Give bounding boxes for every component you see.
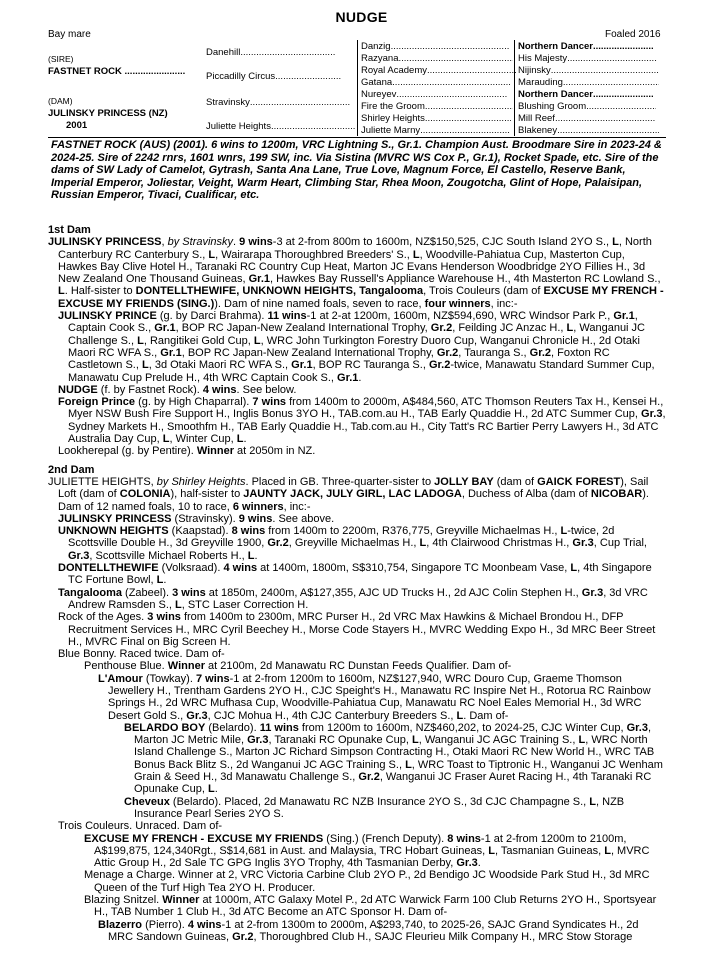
pedigree-gen3-item: Juliette Marny..... bbox=[361, 125, 510, 136]
entry-julinsky-prince: JULINSKY PRINCE (g. by Darci Brahma). 11 wins-1 at 2-at 1200m, 1600m, NZ$594,690, WRC Windsor Park P., Gr.1, Captain Cook S., Gr.1, BOP RC Japan-New Zealand International Trophy, Gr.2, Feilding JC Anzac H., L, Wanganui JC Challenge S., L, Rangitikei Gold Cup, L, WRC John Turkington Forestry Duoro Cup, Wanganui Chronicle H., 2d Otaki Maori RC WFA S., Gr.1, BOP RC Japan-New Zealand International Trophy, Gr.2, Tauranga S., Gr.2, Foxton RC Castletown S., L, 3d Otaki Maori RC WFA S., Gr.1, BOP RC Tauranga S., Gr.2-twice, Manawatu Standard Summer Cup, Manawatu Cup Prelude H., 4th WRC Captain Cook S., Gr.1. bbox=[58, 310, 655, 384]
pedigree-gen4-item: Blushing Groom..... bbox=[518, 101, 656, 112]
pedigree-gen3-item: Royal Academy..... bbox=[361, 65, 517, 76]
pedigree-divider bbox=[514, 40, 515, 136]
entry-tangalooma: Tangalooma (Zabeel). 3 wins at 1850m, 2400m, A$127,355, AJC UD Trucks H., 2d AJC Colin Stephen H., Gr.3, 3d VRC Andrew Ramsden S., L, STC Laser Correction H. bbox=[58, 586, 648, 611]
entry-excuse-my-french: EXCUSE MY FRENCH - EXCUSE MY FRIENDS (Sing.) (French Deputy). 8 wins-1 at 2-from 1200m to 2100m, A$199,875, 124,340Rgt., S$14,681 in Aust. and Malaysia, TRC Hobart Guineas, L, Tasmanian Guineas, L, MVRC Attic Group H., 2d Sale TC GPG Inglis 3YO Trophy, 4th Tasmanian Derby, Gr.3. bbox=[84, 832, 650, 870]
foaled-year: Foaled 2016 bbox=[605, 29, 661, 40]
entry-lamour: L'Amour (Towkay). 7 wins-1 at 2-from 1200m to 1600m, NZ$127,940, WRC Douro Cup, Graeme Thomson Jewellery H., Trentham Gardens 2YO H., CJC Speight's H., Manawatu RC Inspire Net H., Rotorua RC Rainbow Springs H., 2d WRC Mufhasa Cup, Woodville-Pahiatua Cup, Manawatu RC Noel Eales Memorial H., 3d WRC Desert Gold S., Gr.3, CJC Mohua H., 4th CJC Canterbury Breeders S., L. Dam of- bbox=[98, 672, 651, 722]
first-dam-heading: 1st Dam bbox=[48, 224, 91, 236]
pedigree-gen4-item: Nijinsky..... bbox=[518, 65, 659, 76]
entry-lookherepal: Lookherepal (g. by Pentire). Winner at 2050m in NZ. bbox=[58, 445, 316, 458]
pedigree-gen2-item: Stravinsky..... bbox=[206, 97, 350, 108]
pedigree-gen4-item: Blakeney..... bbox=[518, 125, 659, 136]
dam-sections bbox=[48, 224, 666, 943]
entry-menage-a-charge: Menage a Charge. Winner at 2, VRC Victoria Carbine Club 2YO P., 2d Bendigo JC Woodside Park Stud H., 3d MRC Queen of the Turf High Tea 2YO H. Producer. bbox=[84, 869, 650, 894]
pedigree-divider bbox=[357, 40, 358, 136]
entry-penthouse-blue: Penthouse Blue. Winner at 2100m, 2d Manawatu RC Dunstan Feeds Qualifier. Dam of- bbox=[84, 660, 512, 673]
entry-nudge: NUDGE (f. by Fastnet Rock). 4 wins. See below. bbox=[58, 383, 297, 396]
entry-blazerro: Blazerro (Pierro). 4 wins-1 at 2-from 1300m to 2000m, A$293,740, to 2025-26, SAJC Grand Syndicates H., 2d MRC Sandown Guineas, Gr.2, Thoroughbred Club H., SAJC Fleurieu Milk Company H., MRC Stow Storage bbox=[98, 918, 639, 943]
horse-description: Bay mare bbox=[48, 29, 91, 40]
pedigree-gen3-item: Danzig..... bbox=[361, 41, 509, 52]
pedigree-gen3-item: Gatana..... bbox=[361, 77, 510, 88]
pedigree-gen2-item: Piccadilly Circus..... bbox=[206, 71, 341, 82]
pedigree-gen4-item: Mill Reef..... bbox=[518, 113, 655, 124]
dam-name: JULINSKY PRINCESS (NZ) bbox=[48, 108, 168, 119]
entry-blazing-snitzel: Blazing Snitzel. Winner at 1000m, ATC Galaxy Motel P., 2d ATC Warwick Farm 100 Club Returns 2YO H., Sportsyear H., TAB Number 1 Club H., 3d ATC Become an ATC Sponsor H. Dam of- bbox=[84, 894, 657, 919]
sire-name: FASTNET ROCK ..... bbox=[48, 66, 185, 77]
pedigree-gen4-item: His Majesty..... bbox=[518, 53, 657, 64]
sire-summary: FASTNET ROCK (AUS) (2001). 6 wins to 1200m, VRC Lightning S., Gr.1. Champion Aust. Broodmare Sire in 2023-24 & 2024-25. Sire of 2242 rnrs, 1601 wnrs, 199 SW, inc. Via Sistina (MVRC WS Cox P., Gr.1), Rocket Spade, etc. Sire of the dams of SW Lady of Camelot, Gytrash, Santa Ana Lane, True Love, Magnum Force, El Castello, Reserve Bank, Imperial Emperor, Joliestar, Veight, Warm Heart, Climbing Star, Rhea Moon, Zougotcha, Glint of Hope, Palaisipan, Russian Emperor, Tivaci, Cualificar, etc. bbox=[51, 139, 662, 202]
pedigree-gen3-item: Nureyev..... bbox=[361, 89, 508, 100]
entry-julinsky-princess-2: JULINSKY PRINCESS (Stravinsky). 9 wins. See above. bbox=[58, 512, 335, 525]
entry-dontellthewife: DONTELLTHEWIFE (Volksraad). 4 wins at 1400m, 1800m, S$310,754, Singapore TC Moonbeam Vase, L, 4th Singapore TC Fortune Bowl, L. bbox=[58, 562, 652, 587]
entry-juliette-heights: JULIETTE HEIGHTS, by Shirley Heights. Placed in GB. Three-quarter-sister to JOLLY BAY (dam of GAICK FOREST), Sail Loft (dam of COLONIA), half-sister to JAUNTY JACK, JULY GIRL, LAC LADOGA, Duchess of Alba (dam of NICOBAR). Dam of 12 named foals, 10 to race, 6 winners, inc:- bbox=[48, 475, 649, 513]
dam-label: (DAM) bbox=[48, 96, 73, 106]
sire-label: (SIRE) bbox=[48, 54, 74, 64]
pedigree-gen4-item: Northern Dancer..... bbox=[518, 41, 653, 52]
entry-belardo-boy: BELARDO BOY (Belardo). 11 wins from 1200m to 1600m, NZ$460,202, to 2024-25, CJC Winter Cup, Gr.3, Marton JC Metric Mile, Gr.3, Taranaki RC Opunake Cup, L, Wanganui JC AGC Training S., L, WRC North Island Challenge S., Marton JC Richard Simpson Contracting H., Otaki Maori RC New World H., WRC TAB Bonus Back Blitz S., 2d Wanganui JC AGC Training S., L, WRC Toast to Tiptronic H., Wanganui JC Wenham Grain & Seed H., 3d Manawatu Challenge S., Gr.2, Wanganui JC Fraser Auret Racing H., 4th Taranaki RC Opunake Cup, L. bbox=[124, 721, 663, 796]
pedigree-gen3-item: Razyana..... bbox=[361, 53, 513, 64]
page-title: NUDGE bbox=[335, 9, 388, 25]
entry-blue-bonny: Blue Bonny. Raced twice. Dam of- bbox=[58, 648, 225, 661]
pedigree-gen2-item: Juliette Heights..... bbox=[206, 121, 355, 132]
pedigree-gen2-item: Danehill..... bbox=[206, 47, 336, 58]
entry-rock-of-the-ages: Rock of the Ages. 3 wins from 1400m to 2300m, MRC Purser H., 2d VRC Max Hawkins & Michael Brondou H., DFP Recruitment Services H., MRC Cyril Beechey H., Morse Code Stayers H., MVRC Wedding Expo H., 3d MRC Beer Street H., MVRC Final on Big Screen H. bbox=[58, 611, 656, 648]
second-dam-heading: 2nd Dam bbox=[48, 463, 95, 476]
dam-year: 2001 bbox=[66, 120, 88, 131]
header-divider bbox=[48, 137, 666, 138]
pedigree-gen3-item: Fire the Groom..... bbox=[361, 101, 513, 112]
entry-cheveux: Cheveux (Belardo). Placed, 2d Manawatu RC NZB Insurance 2YO S., 3d CJC Champagne S., L, NZB Insurance Pearl Series 2YO S. bbox=[124, 795, 625, 820]
entry-trois-couleurs: Trois Couleurs. Unraced. Dam of- bbox=[58, 820, 223, 833]
pedigree-gen3-item: Shirley Heights..... bbox=[361, 113, 511, 124]
pedigree-gen4-item: Northern Dancer..... bbox=[518, 89, 653, 100]
pedigree-gen4-item: Marauding..... bbox=[518, 77, 659, 88]
entry-unknown-heights: UNKNOWN HEIGHTS (Kaapstad). 8 wins from 1400m to 2200m, R376,775, Greyville Michaelmas H., L-twice, 2d Scottsville Double H., 3d Greyville 1900, Gr.2, Greyville Michaelmas H., L, 4th Clairwood Christmas H., Gr.3, Cup Trial, Gr.3, Scottsville Michael Roberts H., L. bbox=[58, 525, 647, 562]
entry-foreign-prince: Foreign Prince (g. by High Chaparral). 7 wins from 1400m to 2000m, A$484,560, ATC Thomson Reuters Tax H., Kensei H., Myer NSW Bush Fire Support H., Inglis Bonus 3YO H., TAB.com.au H., TAB Early Quaddie H., 2d ATC Summer Cup, Gr.3, Sydney Markets H., Smoothfm H., TAB Early Quaddie H., Tab.com.au H., City Tatt's RC Bartier Perry Lawyers H., 3d ATC Australia Day Cup, L, Winter Cup, L. bbox=[58, 396, 666, 446]
entry-julinsky-princess: JULINSKY PRINCESS, by Stravinsky. 9 wins-3 at 2-from 800m to 1600m, NZ$150,525, CJC South Island 2YO S., L, North Canterbury RC Canterbury S., L, Wairarapa Thoroughbred Breeders' S., L, Woodville-Pahiatua Cup, Masterton Cup, Hawkes Bay Clive Hotel H., Taranaki RC Country Cup Heat, Marton JC Evans Henderson Woodbridge 2YO Fillies H., 3d New Zealand One Thousand Guineas, Gr.1, Hawkes Bay Russell's Appliance Warehouse H., 4th Masterton RC Lowland S., L. Half-sister to DONTELLTHEWIFE, UNKNOWN HEIGHTS, Tangalooma, Trois Couleurs (dam of EXCUSE MY FRENCH - EXCUSE MY FRIENDS (SING.)). Dam of nine named foals, seven to race, four winners, inc:- bbox=[48, 236, 664, 310]
